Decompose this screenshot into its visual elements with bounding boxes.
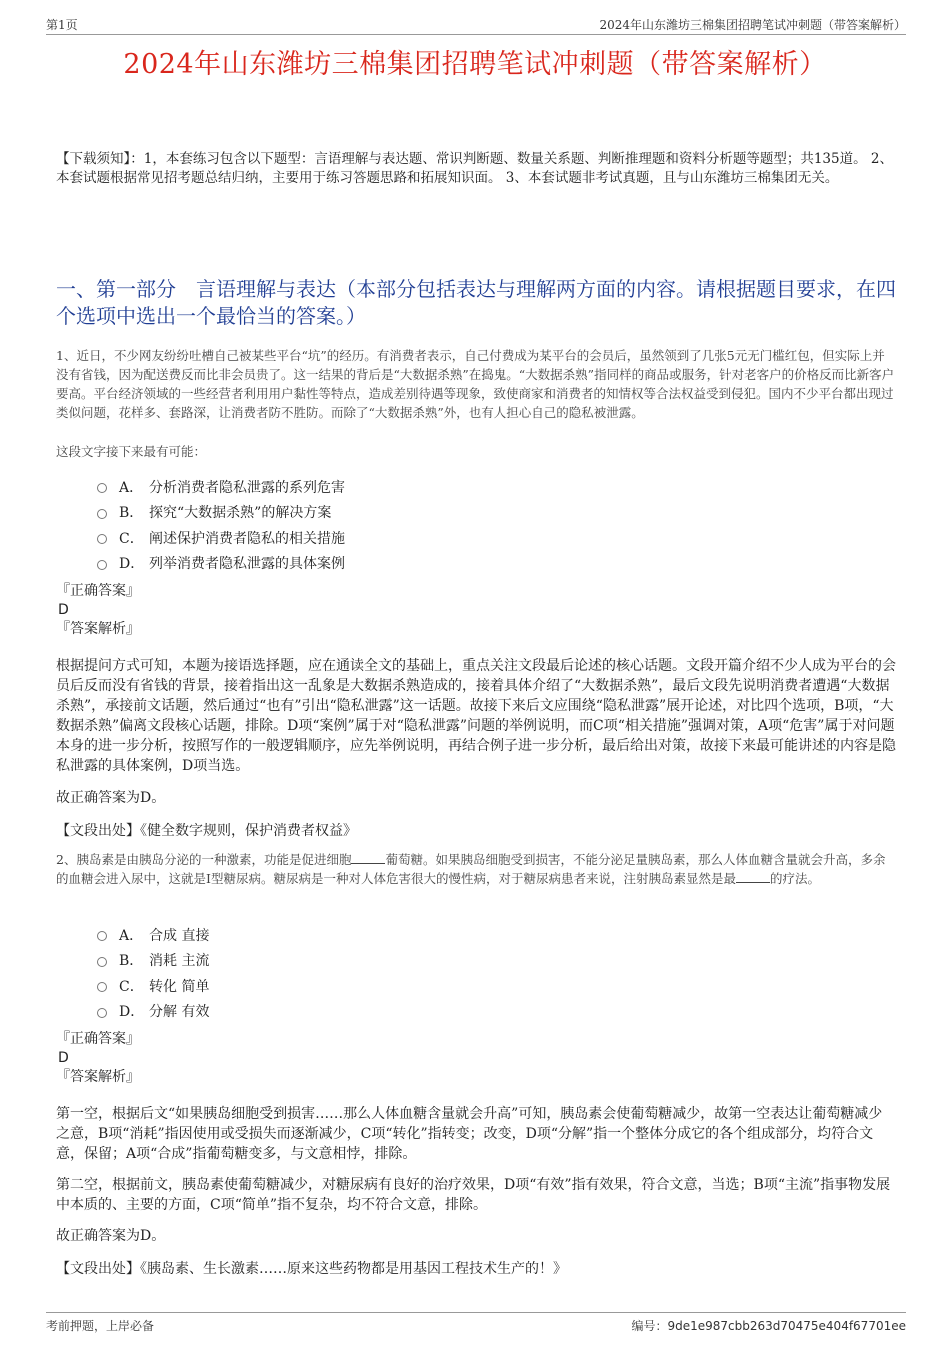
analysis-label: 『答案解析』 bbox=[56, 1069, 140, 1085]
radio-icon[interactable] bbox=[97, 483, 107, 493]
question-1-option-a[interactable]: A． 分析消费者隐私泄露的系列危害 bbox=[56, 474, 896, 500]
analysis-conclusion: 故正确答案为D。 bbox=[56, 790, 166, 806]
radio-icon[interactable] bbox=[97, 931, 107, 941]
page-number: 第1页 bbox=[46, 18, 78, 32]
question-2-answer-block bbox=[56, 1030, 896, 1087]
question-2-options bbox=[56, 922, 896, 1024]
correct-answer-value: D bbox=[58, 602, 69, 618]
section-heading: 一、第一部分 言语理解与表达（本部分包括表达与理解两方面的内容。请根据题目要求，在四个选项中选出一个最恰当的答案。） bbox=[56, 277, 896, 328]
analysis-paragraph: 第一空，根据后文“如果胰岛细胞受到损害……那么人体血糖含量就会升高”可知，胰岛素会使葡萄糖减少，故第一空表达让葡萄糖减少之意，B项“消耗”指因使用或受损失而逐渐减少，C项“转化”指转变；改变，D项“分解”指一个整体分成它的各个组成部分，均符合文意，保留；A项“合成”指葡萄糖变多，与文意相悖，排除。 bbox=[56, 1106, 883, 1162]
correct-answer-label: 『正确答案』 bbox=[56, 583, 140, 599]
radio-icon[interactable] bbox=[97, 1008, 107, 1018]
question-1-options bbox=[56, 474, 896, 576]
analysis-conclusion: 故正确答案为D。 bbox=[56, 1228, 166, 1244]
footer-slogan: 考前押题，上岸必备 bbox=[46, 1319, 155, 1333]
radio-icon[interactable] bbox=[97, 957, 107, 967]
question-2-option-b[interactable]: B． 消耗 主流 bbox=[56, 948, 896, 974]
question-1-answer-block bbox=[56, 582, 896, 639]
question-1-analysis bbox=[56, 656, 896, 841]
header-doc-title: 2024年山东潍坊三棉集团招聘笔试冲刺题（带答案解析） bbox=[599, 18, 906, 32]
question-2-analysis bbox=[56, 1104, 896, 1279]
question-2-text: 2、胰岛素是由胰岛分泌的一种激素，功能是促进细胞 葡萄糖。如果胰岛细胞受到损害，不能分泌足量胰岛素，那么人体血糖含量就会升高，多余的血糖会进入尿中，这就是I型糖尿病。糖尿病是一种对人体危害很大的慢性病，对于糖尿病患者来说，注射胰岛素显然是最 的疗法。 bbox=[56, 852, 886, 886]
radio-icon[interactable] bbox=[97, 534, 107, 544]
question-2-option-a[interactable]: A． 合成 直接 bbox=[56, 922, 896, 948]
question-1-option-c[interactable]: C． 阐述保护消费者隐私的相关措施 bbox=[56, 525, 896, 551]
analysis-label: 『答案解析』 bbox=[56, 621, 140, 637]
question-1-text-block bbox=[56, 346, 896, 422]
correct-answer-value: D bbox=[58, 1050, 69, 1066]
analysis-paragraph: 第二空，根据前文，胰岛素使葡萄糖减少，对糖尿病有良好的治疗效果，D项“有效”指有效果，符合文意，当选；B项“主流”指事物发展中本质的、主要的方面，C项“简单”指不复杂，均不符合文意，排除。 bbox=[56, 1177, 891, 1213]
download-notice: 【下载须知】：1，本套练习包含以下题型：言语理解与表达题、常识判断题、数量关系题、判断推理题和资料分析题等题型；共135道。 2、本套试题根据常见招考题总结归纳，主要用于练习答题思路和拓展知识面。 3、本套试题非考试真题，且与山东潍坊三棉集团无关。 bbox=[56, 151, 893, 186]
analysis-paragraph: 根据提问方式可知，本题为接语选择题，应在通读全文的基础上，重点关注文段最后论述的核心话题。文段开篇介绍不少人成为平台的会员后反而没有省钱的背景，接着指出这一乱象是大数据杀熟造成的，接着具体介绍了“大数据杀熟”，最后文段先说明消费者遭遇“大数据杀熟”，承接前文话题，然后通过“也有”引出“隐私泄露”这一话题。故接下来后文应围绕“隐私泄露”展开论述，对比四个选项，B项，“大数据杀熟”偏离文段核心话题，排除。D项“案例”属于对“隐私泄露”问题的举例说明，而C项“相关措施”强调对策，A项“危害”属于对问题本身的进一步分析，按照写作的一般逻辑顺序，应先举例说明，再结合例子进一步分析，最后给出对策，故接下来最可能讲述的内容是隐私泄露的具体案例，D项当选。 bbox=[56, 658, 896, 774]
blank-line bbox=[351, 851, 385, 864]
analysis-source: 【文段出处】《健全数字规则，保护消费者权益》 bbox=[56, 823, 357, 839]
radio-icon[interactable] bbox=[97, 560, 107, 570]
analysis-source: 【文段出处】《胰岛素、生长激素……原来这些药物都是用基因工程技术生产的！》 bbox=[56, 1261, 567, 1277]
question-1-prompt: 这段文字接下来最有可能： bbox=[56, 444, 207, 459]
page-header bbox=[46, 14, 906, 35]
question-1-prompt-block bbox=[56, 442, 896, 460]
question-2-option-c[interactable]: C． 转化 简单 bbox=[56, 973, 896, 999]
question-1-option-b[interactable]: B． 探究“大数据杀熟”的解决方案 bbox=[56, 500, 896, 526]
blank-line bbox=[736, 870, 770, 883]
question-2-option-d[interactable]: D． 分解 有效 bbox=[56, 999, 896, 1025]
correct-answer-label: 『正确答案』 bbox=[56, 1031, 140, 1047]
question-1-text: 1、近日，不少网友纷纷吐槽自己被某些平台“坑”的经历。有消费者表示，自己付费成为某平台的会员后，虽然领到了几张5元无门槛红包，但实际上并没有省钱，因为配送费反而比非会员贵了。这一结果的背后是“大数据杀熟”在捣鬼。“大数据杀熟”指同样的商品或服务，针对老客户的价格反而比新客户要高。平台经济领域的一些经营者利用用户黏性等特点，造成差别待遇等现象，致使商家和消费者的知情权等合法权益受到侵犯。国内不少平台都出现过类似问题，花样多、套路深，让消费者防不胜防。而除了“大数据杀熟”外，也有人担心自己的隐私被泄露。 bbox=[56, 348, 895, 420]
radio-icon[interactable] bbox=[97, 982, 107, 992]
question-2-text-block bbox=[56, 850, 896, 888]
page-title: 2024年山东潍坊三棉集团招聘笔试冲刺题（带答案解析） bbox=[123, 49, 827, 80]
page-footer bbox=[46, 1312, 906, 1335]
footer-code: 编号：9de1e987cbb263d70475e404f67701ee bbox=[631, 1319, 906, 1333]
question-1-option-d[interactable]: D． 列举消费者隐私泄露的具体案例 bbox=[56, 551, 896, 577]
radio-icon[interactable] bbox=[97, 509, 107, 519]
